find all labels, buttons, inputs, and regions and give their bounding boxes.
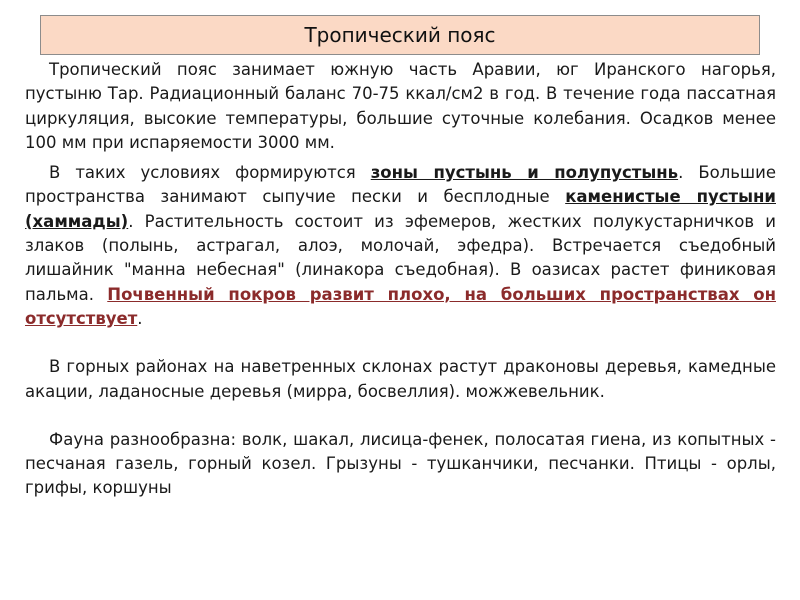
paragraph-climate: Тропический пояс занимает южную часть Аравии, юг Иранского нагорья, пустыню Тар. Радиационный баланс 70-75 ккал/см2 в год. В течение года пассатная циркуляция, высокие температуры, большие суточные колебания. Осадков менее 100 мм при испаряемости 3000 мм. — [25, 60, 776, 152]
paragraph-landscape — [25, 161, 776, 331]
paragraph-landscape-text-1: В таких условиях формируются — [49, 163, 371, 183]
highlight-soil-cover: Почвенный покров развит плохо, на больших пространствах он отсутствует — [25, 284, 776, 328]
paragraph-landscape-text-4: . — [137, 308, 143, 328]
paragraph-mountains: В горных районах на наветренных склонах растут драконовы деревья, камедные акации, ладаносные деревья (мирра, босвеллия). можжевельник. — [25, 357, 776, 401]
term-desert-zones: зоны пустынь и полупустынь — [370, 163, 679, 183]
paragraph-landscape-text-3: . Растительность состоит из эфемеров, жестких полукустарничков и злаков (полынь, астрагал, алоэ, молочай, эфедра). Встречается съедобный лишайник "манна небесная" (линакора съедобная). В оазисах растет финиковая пальма. — [25, 211, 776, 304]
slide-body — [25, 58, 776, 501]
slide-title: Тропический пояс — [304, 23, 496, 47]
term-stony-deserts: каменистые пустыни (хаммады) — [25, 187, 776, 231]
paragraph-landscape-text-2: . Большие пространства занимают сыпучие пески и бесплодные — [25, 163, 776, 207]
slide-title-box — [40, 15, 760, 55]
paragraph-gap — [25, 331, 776, 355]
paragraph-gap — [25, 404, 776, 428]
paragraph-fauna: Фауна разнообразна: волк, шакал, лисица-фенек, полосатая гиена, из копытных - песчаная газель, горный козел. Грызуны - тушканчики, песчанки. Птицы - орлы, грифы, коршуны — [25, 429, 776, 498]
